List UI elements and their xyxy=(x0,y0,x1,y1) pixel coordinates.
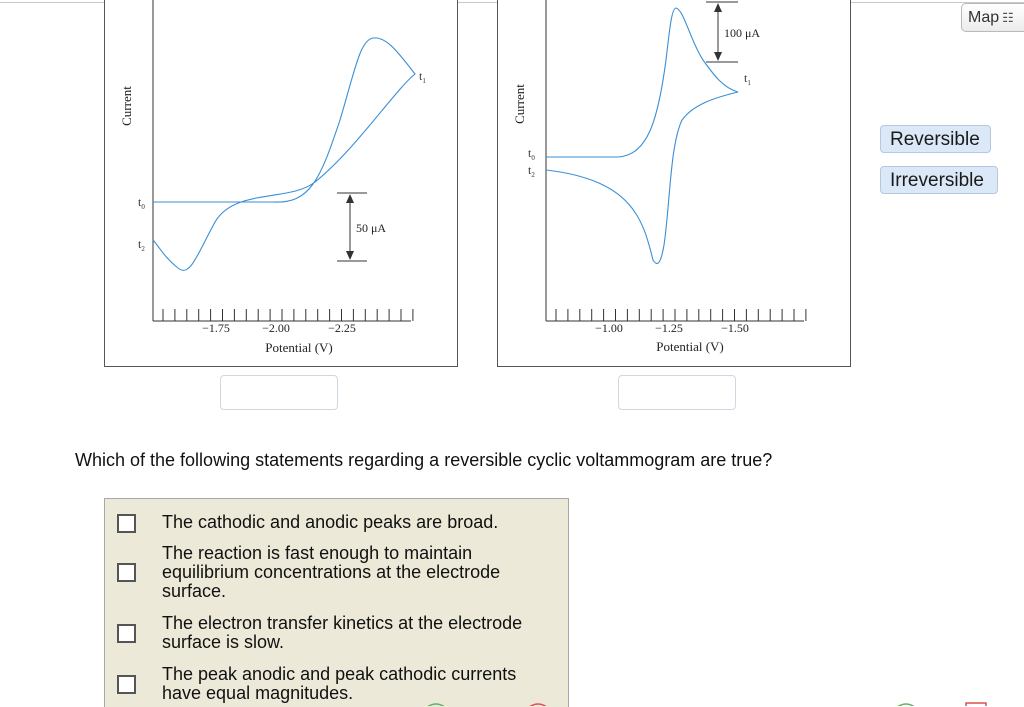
x-axis-label: Potential (V) xyxy=(656,339,724,354)
option-checkbox[interactable] xyxy=(117,624,136,643)
t2-label: $t_2$ xyxy=(138,237,145,253)
right-voltammogram-panel xyxy=(497,0,851,367)
y-axis-label: Current xyxy=(119,86,134,126)
scale-arrow-down xyxy=(346,251,354,260)
reversible-chip[interactable]: Reversible xyxy=(880,125,991,153)
cv-curve xyxy=(153,38,415,271)
option-text: The reaction is fast enough to maintain equilibrium concentrations at the electrode surface. xyxy=(162,543,501,601)
tick-label: −1.75 xyxy=(202,321,230,335)
t0-label: $t_0$ xyxy=(138,195,145,211)
answer-drop-target-right[interactable] xyxy=(618,375,736,410)
option-checkbox[interactable] xyxy=(117,514,136,533)
answer-drop-target-left[interactable] xyxy=(220,375,338,410)
option-checkbox[interactable] xyxy=(117,675,136,694)
cv-curve xyxy=(546,8,738,264)
tick-label: −1.50 xyxy=(721,321,749,335)
x-axis-ticks xyxy=(163,309,413,321)
sitemap-icon: ☷ xyxy=(1002,10,1014,25)
option-checkbox[interactable] xyxy=(117,563,136,582)
right-voltammogram xyxy=(498,0,850,366)
x-axis-label: Potential (V) xyxy=(265,340,333,355)
map-button[interactable] xyxy=(961,3,1024,32)
irreversible-chip[interactable]: Irreversible xyxy=(880,166,998,194)
question-text: Which of the following statements regarding a reversible cyclic voltammogram are true? xyxy=(75,450,773,470)
option-text: The cathodic and anodic peaks are broad. xyxy=(162,512,499,532)
tick-label: −1.25 xyxy=(655,321,683,335)
option-text: The peak anodic and peak cathodic currents have equal magnitudes. xyxy=(162,664,517,703)
scale-arrow-up xyxy=(714,3,722,12)
x-axis-ticks xyxy=(556,309,806,321)
t1-label: $t_1$ xyxy=(419,69,426,85)
t0-label: $t_0$ xyxy=(528,146,535,162)
t2-label: $t_2$ xyxy=(528,163,535,179)
scale-label: 100 μA xyxy=(724,26,761,40)
option-text: The electron transfer kinetics at the electrode surface is slow. xyxy=(162,613,523,652)
left-voltammogram xyxy=(105,0,457,366)
scale-label: 50 μA xyxy=(356,221,387,235)
bottom-partial-controls xyxy=(0,696,1024,706)
t1-label: $t_1$ xyxy=(744,71,751,87)
scale-arrow-down xyxy=(714,52,722,61)
map-button-label: Map xyxy=(968,9,1000,26)
tick-label: −1.00 xyxy=(595,321,623,335)
scale-arrow-up xyxy=(346,194,354,203)
tick-label: −2.00 xyxy=(262,321,290,335)
tick-label: −2.25 xyxy=(328,321,356,335)
y-axis-label: Current xyxy=(512,84,527,124)
left-voltammogram-panel xyxy=(104,0,458,367)
answer-options xyxy=(104,498,569,707)
